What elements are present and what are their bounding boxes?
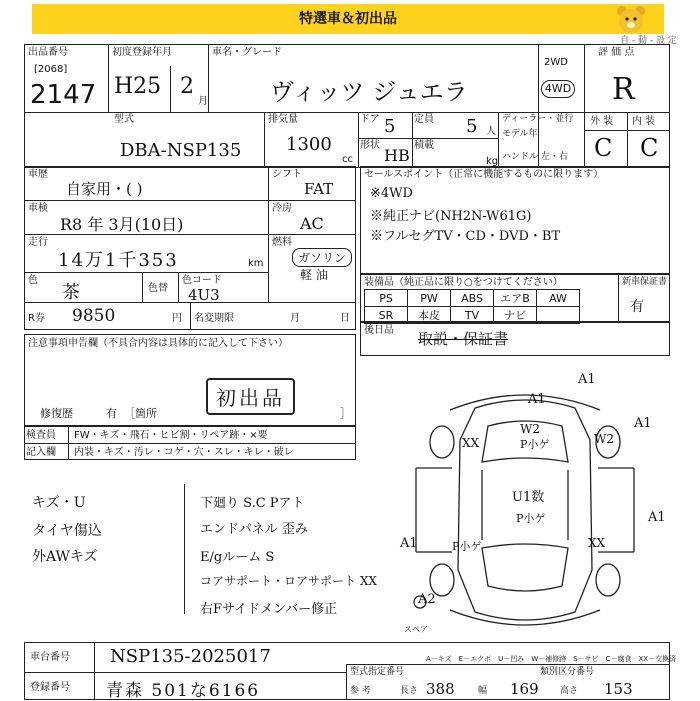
width-value: 169 xyxy=(510,680,539,698)
mileage-label: 走行 xyxy=(28,237,48,248)
recycle-label: R券 xyxy=(28,313,45,324)
shift-value: FAT xyxy=(304,180,334,198)
after-items-label: 後日品 xyxy=(364,325,394,336)
recolor-label: 色替 xyxy=(148,283,168,294)
damage-mark: A2 xyxy=(418,592,436,607)
displacement-label: 排気量 xyxy=(268,114,298,125)
height-label: 高さ xyxy=(560,686,579,696)
record-label: 記入欄 xyxy=(26,447,56,458)
repair-note-line: E/gルーム S xyxy=(200,550,275,565)
equip-ps: PS xyxy=(365,290,408,307)
damage-mark: A1 xyxy=(528,392,546,407)
plate-value: 青森 501な6166 xyxy=(106,681,261,701)
equip-pw: PW xyxy=(408,290,451,307)
record-items: 内装・キズ・汚レ・コゲ・穴・スレ・キレ・破レ xyxy=(74,447,294,458)
length-label: 長さ xyxy=(400,686,419,696)
mileage-value: 14万1千353 xyxy=(58,250,179,271)
model-year-label: モデル年 xyxy=(502,129,538,139)
fuel-value-circled: ガソリン xyxy=(292,248,352,267)
load-label: 積載 xyxy=(414,140,434,151)
color-label: 色 xyxy=(28,275,38,286)
first-reg-era: H25 xyxy=(114,74,162,99)
repair-note-line: 右Fサイドメンバー修正 xyxy=(200,602,338,617)
repair-place-close: ］ xyxy=(340,407,351,420)
damage-mark: P小ゲ xyxy=(452,540,482,553)
repair-note-line: コアサポート・ロアサポート XX xyxy=(200,574,377,588)
bear-mascot-icon xyxy=(614,4,648,34)
drive-label: 2WD xyxy=(544,57,568,68)
new-warranty-label: 新車保証書 xyxy=(622,277,668,287)
repair-history-value: 有 xyxy=(106,407,117,420)
height-value: 153 xyxy=(604,680,633,698)
equipment-table xyxy=(364,289,580,324)
exterior-value: C xyxy=(594,134,613,162)
fuel-label: 燃料 xyxy=(272,237,292,248)
lot-label: 出品番号 xyxy=(28,47,68,58)
plate-label: 登録番号 xyxy=(30,682,70,693)
damage-mark: XX xyxy=(588,536,606,550)
lot-number: 2147 xyxy=(30,80,97,110)
car-name-label: 車名・グレード xyxy=(212,47,282,58)
selling-points-label: セールスポイント（正常に機能するものに限ります） xyxy=(364,169,604,180)
warranty-value: 有 xyxy=(630,299,644,315)
shape-label: 形状 xyxy=(360,140,380,151)
recycle-value: 9850 xyxy=(72,306,116,326)
damage-mark: W2 xyxy=(594,432,614,446)
damage-mark: W2 xyxy=(520,422,540,436)
after-items-frame xyxy=(360,322,670,356)
equip-aw: AW xyxy=(537,290,580,307)
note-line: キズ・U xyxy=(32,495,86,511)
equip-sr: SR xyxy=(365,307,408,324)
inspection-label: 車検 xyxy=(28,203,48,214)
corner-note: 自 ‐ 動 ‐ 設 定 xyxy=(620,36,677,46)
chassis-label: 車台番号 xyxy=(30,652,70,663)
recycle-unit: 円 xyxy=(172,313,182,324)
name-limit-month: 月 xyxy=(290,313,300,324)
capacity-unit: 人 xyxy=(486,126,496,137)
history-value: 自家用・( ) xyxy=(66,180,143,198)
damage-mark: A1 xyxy=(648,510,666,525)
car-name: ヴィッツ ジュエラ xyxy=(270,78,468,106)
interior-label: 内 装 xyxy=(632,116,656,127)
selling-point: ※4WD xyxy=(370,186,413,201)
page-banner xyxy=(32,4,664,34)
color-code-label: 色コード xyxy=(182,275,222,286)
capacity-value: 5 xyxy=(466,116,478,137)
first-listing-stamp: 初出品 xyxy=(206,378,295,415)
damage-mark: XX xyxy=(462,436,480,450)
equip-abs: ABS xyxy=(451,290,494,307)
ac-label: 冷房 xyxy=(272,203,292,214)
handle-label: ハンドル 左・右 xyxy=(502,152,568,162)
inspector-label: 検査員 xyxy=(26,430,56,441)
equip-leather: 本皮 xyxy=(408,307,451,324)
after-items-value: 取説・保証書 xyxy=(418,330,509,348)
ref-label: 参 考 xyxy=(350,686,371,696)
car-damage-diagram xyxy=(380,370,670,650)
spare-label: スペア xyxy=(404,625,428,634)
shape-value: HB xyxy=(384,146,410,165)
grade-value: R xyxy=(612,72,635,107)
repair-history-label: 修復歴 xyxy=(40,407,73,420)
damage-mark: A1 xyxy=(578,372,596,387)
color-code-value: 4U3 xyxy=(188,286,220,304)
grade-label: 評 価 点 xyxy=(598,47,635,58)
exterior-label: 外 装 xyxy=(590,116,614,127)
mileage-unit: km xyxy=(248,258,264,269)
displacement-unit: cc xyxy=(342,154,353,165)
shift-label: シフト xyxy=(272,169,302,180)
model-value: DBA-NSP135 xyxy=(120,140,242,161)
damage-mark: A1 xyxy=(634,416,652,431)
repair-note-line: 下廻り S.C Pアト xyxy=(200,496,305,511)
damage-legend: A－キズ E－エクボ U－凹み W－補修跡 S－サビ C－腐食 XX－交換済 xyxy=(426,655,677,663)
repair-place-label: ［箇所 xyxy=(124,407,157,420)
first-reg-label: 初度登録年月 xyxy=(112,47,172,58)
interior-value: C xyxy=(640,134,659,162)
doors-label: ドア xyxy=(360,114,380,125)
ac-value: AC xyxy=(300,214,324,233)
color-value: 茶 xyxy=(62,282,80,303)
first-reg-month: 2 xyxy=(180,74,194,99)
damage-mark: U1数 xyxy=(512,490,545,505)
chassis-value: NSP135-2025017 xyxy=(110,646,271,667)
fuel-alt: 軽 油 xyxy=(300,268,328,282)
note-line: タイヤ傷込 xyxy=(32,523,102,539)
equipment-label: 装備品（純正品に限り○をつけてください） xyxy=(364,277,563,288)
name-limit-day: 日 xyxy=(340,313,350,324)
inspector-items: FW・キズ・飛石・ヒビ割・リペア跡・×要 xyxy=(74,430,268,441)
doors-value: 5 xyxy=(384,116,396,137)
note-line: 外AWキズ xyxy=(32,549,98,565)
length-value: 388 xyxy=(426,680,455,698)
capacity-label: 定員 xyxy=(414,114,434,125)
equip-navi: ナビ xyxy=(494,307,537,324)
name-limit-label: 名変期限 xyxy=(194,313,234,324)
displacement-value: 1300 xyxy=(286,134,332,155)
notes-label: 注意事項申告欄（不具合内容は具体的に記入して下さい） xyxy=(28,338,288,349)
first-reg-unit: 月 xyxy=(198,96,208,107)
selling-point: ※純正ナビ(NH2N-W61G) xyxy=(370,209,532,224)
type-no-label: 型式指定番号 xyxy=(350,667,405,677)
selling-point: ※フルセグTV・CD・DVD・BT xyxy=(370,229,561,244)
repair-note-line: エンドパネル 歪み xyxy=(200,522,308,537)
equip-tv: TV xyxy=(451,307,494,324)
lot-sub: [2068] xyxy=(34,64,68,75)
inspection-value: R8 年 3月(10日) xyxy=(60,215,184,234)
damage-mark: P小ゲ xyxy=(520,438,550,451)
damage-mark: P小ゲ xyxy=(516,512,546,525)
width-label: 幅 xyxy=(478,686,488,696)
banner-title: 特選車＆初出品 xyxy=(299,11,397,27)
model-label: 型式 xyxy=(114,114,134,125)
damage-mark: A1 xyxy=(400,536,418,551)
equip-airbag: エアB xyxy=(494,290,537,307)
class-no-label: 類別区分番号 xyxy=(540,667,595,677)
history-label: 車歴 xyxy=(28,169,48,180)
drive-value-circled: 4WD xyxy=(541,80,575,98)
dealer-label: ディーラー・並行 xyxy=(502,114,574,124)
load-unit: kg xyxy=(486,156,499,167)
